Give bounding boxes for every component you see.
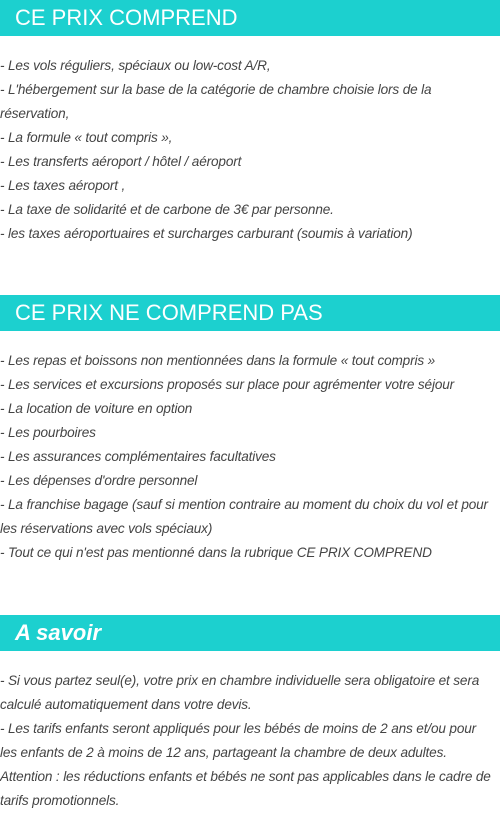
section-title-included: CE PRIX COMPREND xyxy=(0,0,500,36)
list-item: - L'hébergement sur la base de la catégorie de chambre choisie lors de la réservation, xyxy=(0,82,432,121)
list-item: - La taxe de solidarité et de carbone de 3€ par personne. xyxy=(0,202,334,217)
list-item: - Les tarifs enfants seront appliqués pour les bébés de moins de 2 ans et/ou pour les enfants de 2 à moins de 12 ans, partageant la chambre de deux adultes. xyxy=(0,721,477,760)
section-not-included xyxy=(0,295,500,565)
list-item: - Les transferts aéroport / hôtel / aéroport xyxy=(0,154,242,169)
list-item: - Les services et excursions proposés sur place pour agrémenter votre séjour xyxy=(0,377,455,392)
list-item: - Les dépenses d'ordre personnel xyxy=(0,473,198,488)
list-item: - La formule « tout compris », xyxy=(0,130,173,145)
section-included xyxy=(0,0,500,246)
section-good-to-know xyxy=(0,615,500,813)
not-included-list xyxy=(0,349,500,565)
good-to-know-list xyxy=(0,669,500,813)
list-item: - Si vous partez seul(e), votre prix en chambre individuelle sera obligatoire et sera calculé automatiquement dans votre devis. xyxy=(0,673,480,712)
list-item: - Les taxes aéroport , xyxy=(0,178,126,193)
list-item: Attention : les réductions enfants et bébés ne sont pas applicables dans le cadre de tarifs promotionnels. xyxy=(0,769,491,808)
section-title-not-included: CE PRIX NE COMPREND PAS xyxy=(0,295,500,331)
list-item: - Les vols réguliers, spéciaux ou low-cost A/R, xyxy=(0,58,271,73)
list-item: - Les pourboires xyxy=(0,425,96,440)
list-item: - Tout ce qui n'est pas mentionné dans la rubrique CE PRIX COMPREND xyxy=(0,545,432,560)
list-item: - Les repas et boissons non mentionnées dans la formule « tout compris » xyxy=(0,353,436,368)
list-item: - Les assurances complémentaires facultatives xyxy=(0,449,276,464)
list-item: - La location de voiture en option xyxy=(0,401,193,416)
section-title-good-to-know: A savoir xyxy=(0,615,500,651)
list-item: - La franchise bagage (sauf si mention contraire au moment du choix du vol et pour les réservations avec vols spéciaux) xyxy=(0,497,488,536)
list-item: - les taxes aéroportuaires et surcharges carburant (soumis à variation) xyxy=(0,226,413,241)
included-list xyxy=(0,54,500,246)
